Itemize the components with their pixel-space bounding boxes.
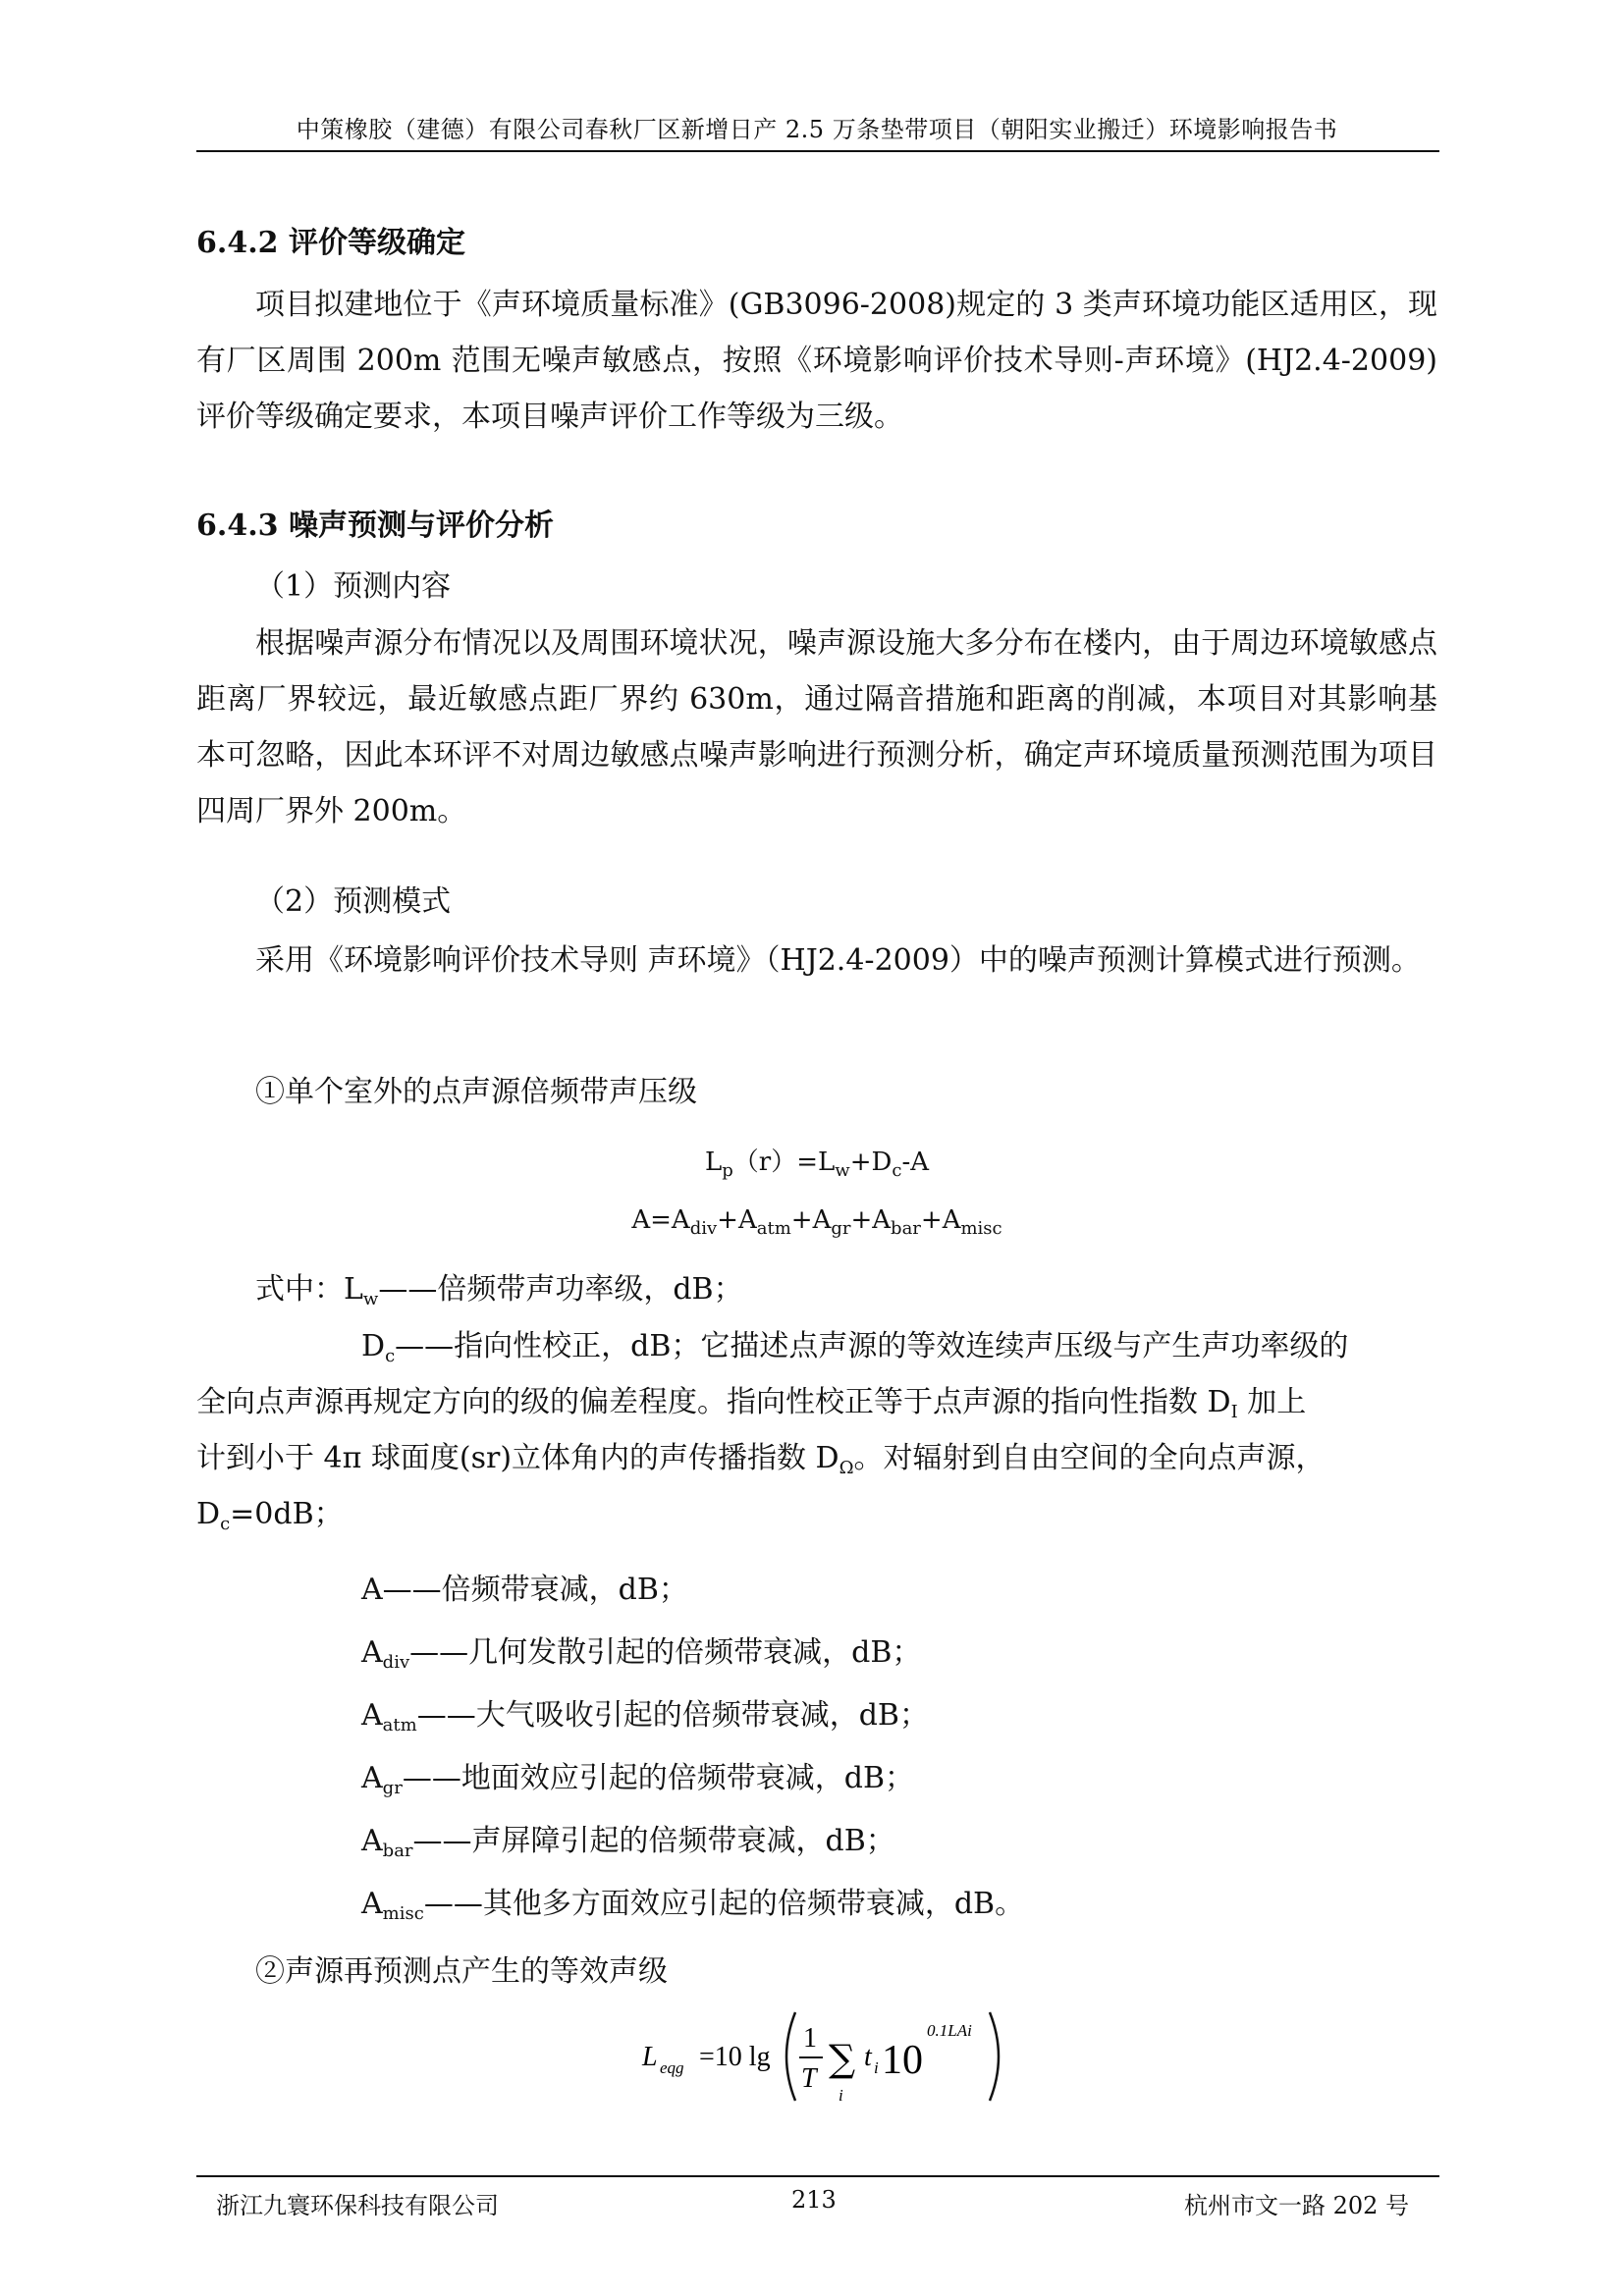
subheading-prediction-content: （1）预测内容	[255, 569, 452, 604]
definition-abar: $A_{bar}——$声屏障引起的倍频带衰减，dB；	[361, 1824, 895, 1861]
svg-text:L: L	[642, 2042, 658, 2072]
definition-dc-line2: 全向点声源再规定方向的级的偏差程度。指向性校正等于点声源的指向性指数 $D_I$ 加上	[196, 1385, 1307, 1422]
item-equivalent-level: ②声源再预测点产生的等效声级	[255, 1954, 668, 1989]
svg-text:∑: ∑	[829, 2037, 856, 2080]
page-number: 213	[791, 2186, 837, 2214]
heading-6-4-3: 6.4.3 噪声预测与评价分析	[196, 508, 554, 543]
item-point-source-level: ①单个室外的点声源倍频带声压级	[255, 1075, 697, 1109]
equation-lp: $L_p(r)=L_w+D_c-A$	[705, 1148, 929, 1181]
footer-address: 杭州市文一路 202 号	[1184, 2192, 1410, 2219]
header-rule	[196, 150, 1439, 152]
definition-dc-line1: $D_c——$指向性校正，dB；它描述点声源的等效连续声压级与产生声功率级的	[361, 1329, 1349, 1366]
left-paren	[786, 2012, 795, 2101]
footer-company: 浙江九寰环保科技有限公司	[216, 2192, 499, 2219]
paragraph-prediction-mode: 采用《环境影响评价技术导则 声环境》（HJ2.4-2009）中的噪声预测计算模式进行预测。	[255, 943, 1421, 978]
definition-amisc: $A_{misc}——$其他多方面效应引起的倍频带衰减，dB。	[361, 1887, 1025, 1924]
svg-text:1: 1	[803, 2023, 817, 2054]
svg-text:=10 lg: =10 lg	[699, 2042, 771, 2072]
heading-6-4-2: 6.4.2 评价等级确定	[196, 226, 465, 260]
definition-a: A——倍频带衰减，dB；	[361, 1573, 688, 1607]
definition-lw: 式中：$L_w——$倍频带声功率级，dB；	[255, 1272, 743, 1309]
svg-text:0.1LAi: 0.1LAi	[927, 2021, 972, 2040]
subheading-prediction-mode: （2）预测模式	[255, 884, 452, 919]
svg-text:eqg: eqg	[660, 2058, 684, 2077]
definition-adiv: $A_{div}——$几何发散引起的倍频带衰减，dB；	[361, 1635, 922, 1673]
equation-a: $A=A_{div}+A_{atm}+A_{gr}+A_{bar}+A_{misc}$	[631, 1205, 1002, 1239]
svg-text:i: i	[839, 2086, 843, 2105]
definition-aatm: $A_{atm}——$大气吸收引起的倍频带衰减，dB；	[361, 1698, 929, 1735]
paragraph-prediction-content: 根据噪声源分布情况以及周围环境状况，噪声源设施大多分布在楼内，由于周边环境敏感点距离厂界较远，最近敏感点距厂界约 630m，通过隔音措施和距离的削减，本项目对其影响基本可忽略，因此本环评不对周边敏感点噪声影响进行预测分析，确定声环境质量预测范围为项目四周厂界外 200m。	[196, 626, 1437, 828]
paragraph-evaluation-level: 项目拟建地位于《声环境质量标准》(GB3096-2008)规定的 3 类声环境功能区适用区，现有厂区周围 200m 范围无噪声敏感点，按照《环境影响评价技术导则-声环境》(HJ2.4-2009)评价等级确定要求，本项目噪声评价工作等级为三级。	[196, 288, 1437, 434]
running-header: 中策橡胶（建德）有限公司春秋厂区新增日产 2.5 万条垫带项目（朝阳实业搬迁）环境影响报告书	[296, 116, 1338, 143]
right-paren	[990, 2012, 999, 2101]
svg-text:T: T	[801, 2063, 817, 2094]
svg-text:t: t	[864, 2042, 872, 2072]
definition-dc-line4: $D_c=0dB$；	[196, 1497, 344, 1534]
equation-leqg	[628, 2002, 1021, 2110]
definition-agr: $A_{gr}——$地面效应引起的倍频带衰减，dB；	[361, 1761, 915, 1798]
svg-text:i: i	[874, 2058, 879, 2077]
definition-dc-line3: 计到小于 4π 球面度(sr)立体角内的声传播指数 $D_\Omega$。对辐射到自由空间的全向点声源，	[196, 1441, 1326, 1478]
footer-rule	[196, 2175, 1439, 2177]
svg-text:10: 10	[882, 2038, 923, 2083]
